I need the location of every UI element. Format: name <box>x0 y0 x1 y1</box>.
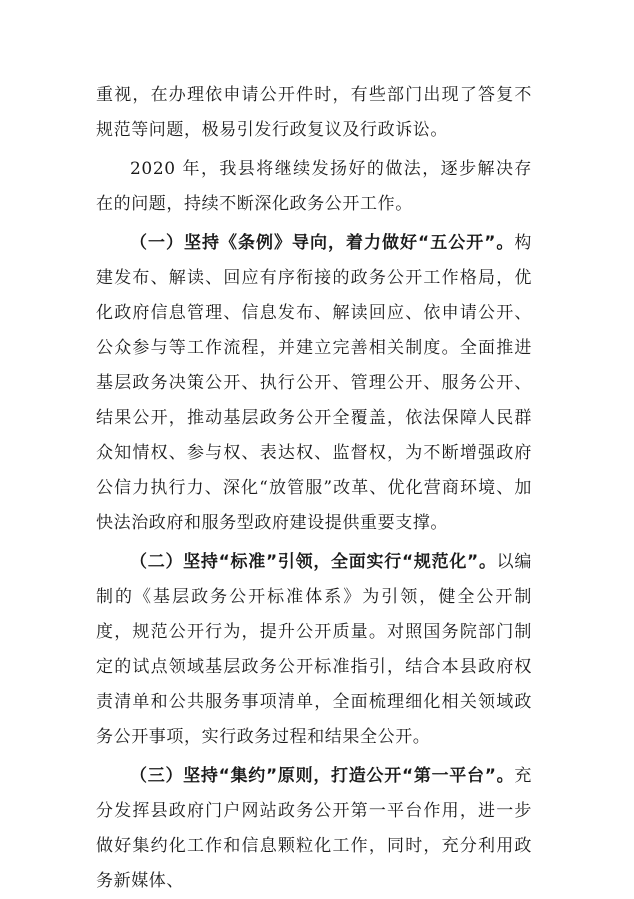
section-heading-3: （三）坚持“集约”原则，打造公开“第一平台”。 <box>130 766 515 786</box>
section-heading-2: （二）坚持“标准”引领，全面实行“规范化”。 <box>130 552 497 572</box>
paragraph-3 <box>96 226 532 541</box>
section-body-1: 构建发布、解读、回应有序衔接的政务公开工作格局，优化政府信息管理、信息发布、解读回应、依申请公开、公众参与等工作流程，并建立完善相关制度。全面推进基层政务决策公开、执行公开、管理公开、服务公开、结果公开，推动基层政务公开全覆盖，依法保障人民群众知情权、参与权、表达权、监督权，为不断增强政府公信力执行力、深化“放管服”改革、优化营商环境、加快法治政府和服务型政府建设提供重要支撑。 <box>96 233 532 533</box>
section-body-3: 充分发挥县政府门户网站政务公开第一平台作用，进一步做好集约化工作和信息颗粒化工作，同时，充分利用政务新媒体、 <box>96 766 532 891</box>
document-body <box>96 78 532 899</box>
paragraph-5 <box>96 759 532 899</box>
paragraph-4 <box>96 545 532 755</box>
paragraph-2: 2020 年，我县将继续发扬好的做法，逐步解决存在的问题，持续不断深化政务公开工作。 <box>96 159 532 214</box>
section-body-2: 以编制的《基层政务公开标准体系》为引领，健全公开制度，规范公开行为，提升公开质量。对照国务院部门制定的试点领域基层政务公开标准指引，结合本县政府权责清单和公共服务事项清单，全面梳理细化相关领域政务公开事项，实行政务过程和结果全公开。 <box>96 552 532 747</box>
paragraph-1: 重视，在办理依申请公开件时，有些部门出现了答复不规范等问题，极易引发行政复议及行政诉讼。 <box>96 85 532 140</box>
section-heading-1: （一）坚持《条例》导向，着力做好“五公开”。 <box>130 233 515 253</box>
